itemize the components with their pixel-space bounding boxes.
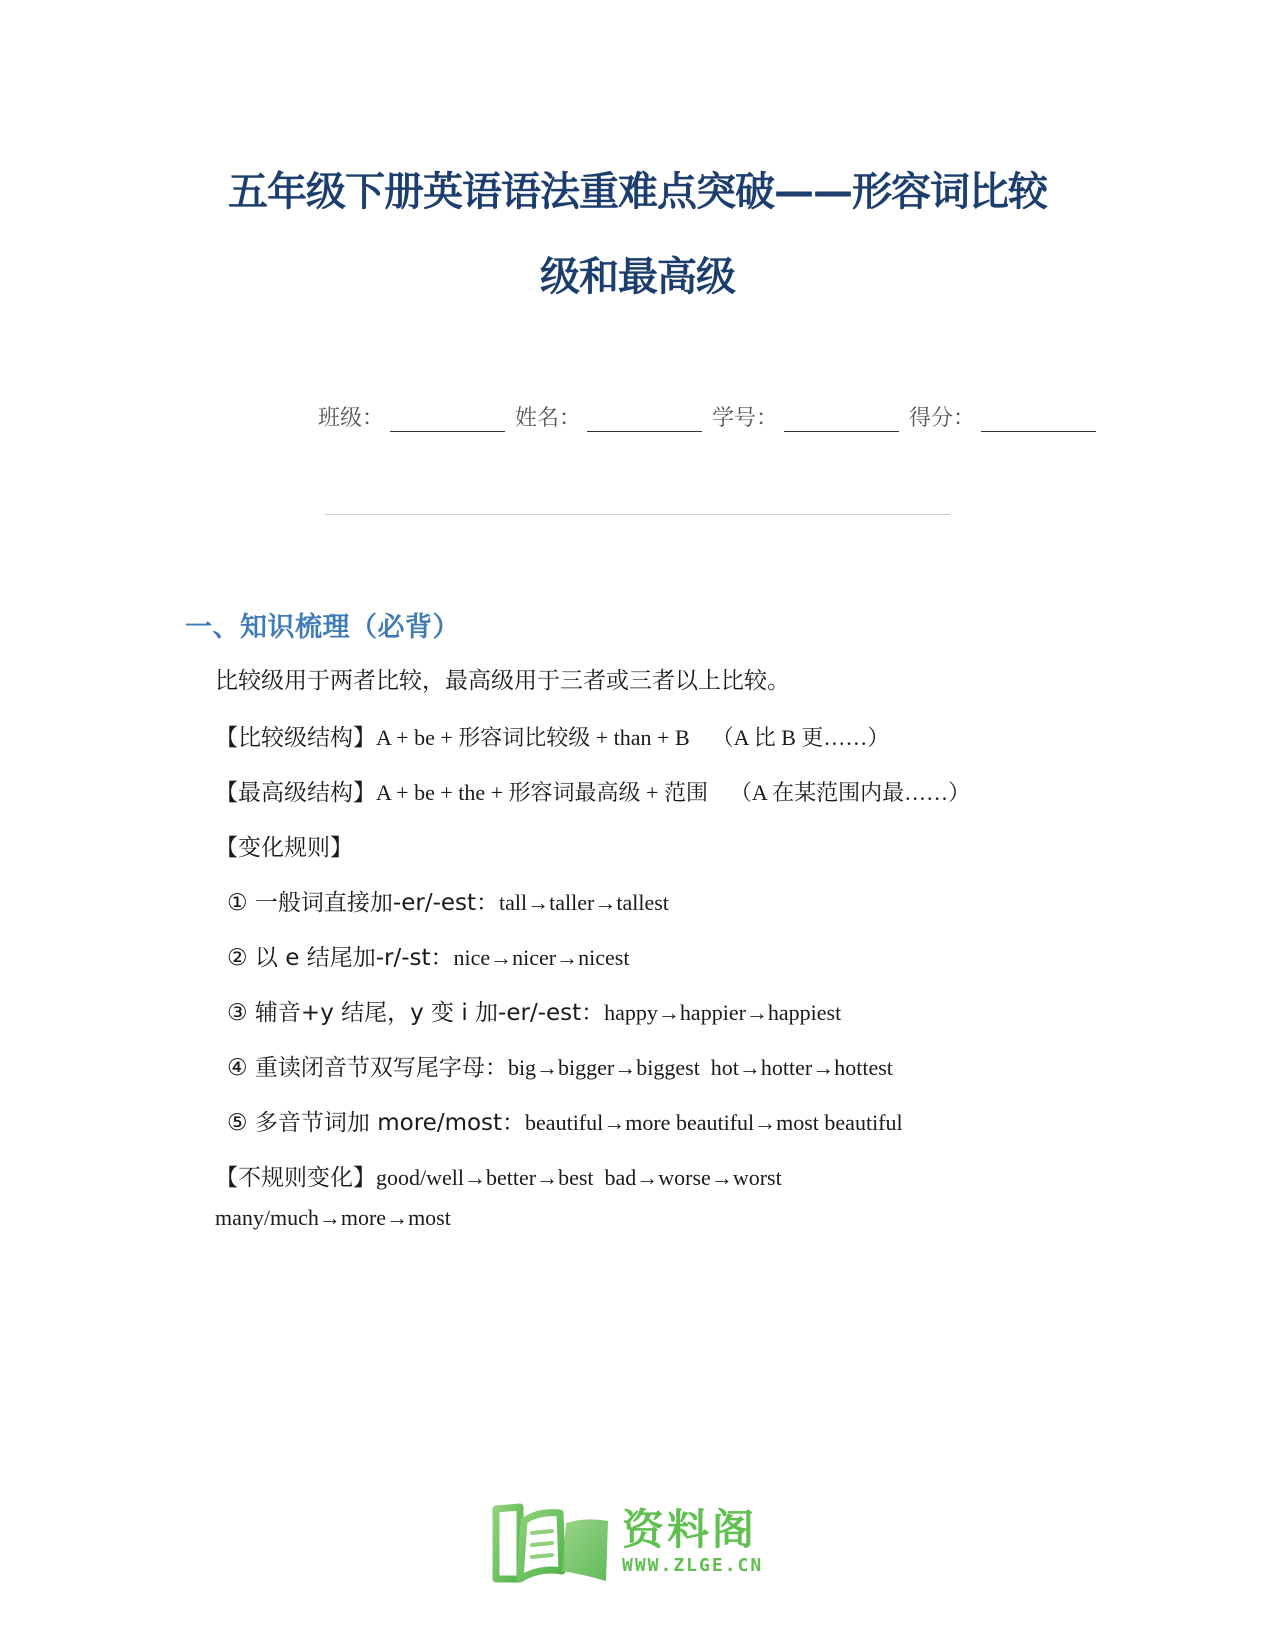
section-heading: 一、知识梳理（必背） [185,612,460,643]
rule-example: tall→taller→tallest [499,890,669,915]
student-id-label: 学号： [712,406,779,431]
rule-item [227,997,841,1029]
page-title-line-2: 级和最高级 [540,254,735,300]
rule-example: happy→happier→happiest [604,1000,842,1025]
superlative-structure [215,777,970,809]
score-field[interactable] [909,401,1096,432]
irregular-line-2 [215,1202,451,1234]
comparative-formula: A + be + 形容词比较级 + than + B [376,725,690,750]
rule-item [227,1052,893,1084]
logo-name: 资料阁 [622,1505,758,1554]
score-label: 得分： [909,406,976,431]
score-blank[interactable] [981,407,1096,432]
irregular-examples-2: many/much→more→most [215,1205,451,1230]
rule-example: nice→nicer→nicest [453,945,630,970]
open-book-icon [490,1493,615,1593]
class-field[interactable] [318,401,505,432]
rule-example: beautiful→more beautiful→most beautiful [525,1110,903,1135]
superlative-label: 【最高级结构】 [215,780,376,806]
student-id-field[interactable] [712,401,899,432]
rule-example: big→bigger→biggest hot→hotter→hottest [507,1055,893,1080]
irregular-label: 【不规则变化】 [215,1165,376,1191]
rule-item [227,942,629,974]
rule-text: ① 一般词直接加-er/-est： [227,890,500,916]
rule-text: ③ 辅音+y 结尾，y 变 i 加-er/-est： [227,1000,605,1026]
class-label: 班级： [318,406,385,431]
name-field[interactable] [515,401,702,432]
comparative-structure [215,722,889,754]
comparative-label: 【比较级结构】 [215,725,376,751]
class-blank[interactable] [390,407,505,432]
irregular-examples: good/well→better→best bad→worse→worst [376,1165,782,1190]
comparative-meaning: （A 比 B 更……） [711,725,890,750]
site-logo [490,1493,790,1593]
page-title-line-1: 五年级下册英语语法重难点突破——形容词比较 [228,169,1047,215]
name-blank[interactable] [587,407,702,432]
student-id-blank[interactable] [784,407,899,432]
rule-item [227,1107,903,1139]
rule-text: ⑤ 多音节词加 more/most： [227,1110,526,1136]
logo-domain[interactable]: WWW.ZLGE.CN [622,1555,764,1576]
superlative-meaning: （A 在某范围内最……） [729,780,971,805]
name-label: 姓名： [515,406,582,431]
separator-line [325,514,950,515]
irregular-line-1 [215,1162,782,1194]
intro-text: 比较级用于两者比较，最高级用于三者或三者以上比较。 [215,668,790,694]
rule-item [227,887,669,919]
student-info-row [318,392,1106,432]
rules-label: 【变化规则】 [215,835,353,861]
rule-text: ② 以 e 结尾加-r/-st： [227,945,454,971]
superlative-formula: A + be + the + 形容词最高级 + 范围 [376,780,708,805]
rule-text: ④ 重读闭音节双写尾字母： [227,1055,508,1081]
